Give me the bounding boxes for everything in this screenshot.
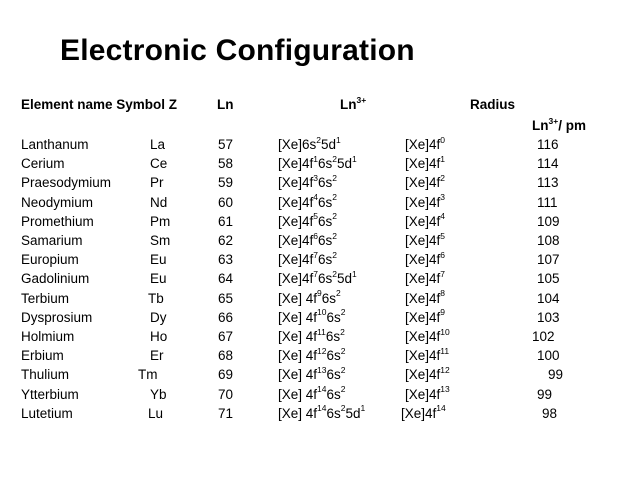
ln3-configuration: $[Xe]4f^{14}$ [401,403,446,421]
ln3-configuration: $[Xe]4f^1$ [405,153,446,172]
ln3-configuration: $[Xe]4f^{11}$ [405,345,450,364]
ln3-configuration: $[Xe]4f^{10}$ [405,326,450,344]
element-symbol: Dy [150,309,167,325]
element-name: Lutetium [21,405,73,421]
element-name: Neodymium [21,194,94,210]
element-symbol: Tm [138,367,158,383]
atomic-number: 64 [218,271,234,287]
ionic-radius: 102 [532,329,555,344]
ln-configuration: [Xe] $4f^{14}6s^2$ [278,384,346,402]
atomic-number: 68 [218,348,234,364]
atomic-number: 57 [218,137,234,152]
ln-configuration: $[Xe]4f^46s^2$ [278,192,338,210]
ln3-configuration: $[Xe]4f^4$ [405,211,446,229]
table-row [0,249,638,268]
element-symbol: Lu [148,405,164,421]
header-ln3plus: $Ln^{3+}$ [340,94,367,112]
table-row [0,403,638,422]
ionic-radius: 109 [537,213,560,229]
table-row [0,326,638,345]
atomic-number: 58 [218,156,234,172]
element-name: Cerium [21,156,65,172]
ionic-radius: 99 [548,367,564,383]
element-symbol: Sm [150,233,171,248]
page-title: Electronic Configuration [60,34,415,67]
table-row [0,364,638,383]
element-name: Dysprosium [21,309,93,325]
ln-configuration: [Xe] $4f^{10}6s^2$ [278,307,346,325]
table-row [0,307,638,326]
atomic-number: 69 [218,367,234,383]
element-name: Lanthanum [21,137,89,152]
ln3-configuration: $[Xe]4f^7$ [405,268,446,287]
ln3-configuration: $[Xe]4f^9$ [405,307,446,325]
ionic-radius: 107 [537,252,560,268]
atomic-number: 66 [218,309,234,325]
ln3-configuration: $[Xe]4f^6$ [405,249,446,268]
element-symbol: Pm [150,213,171,229]
element-name: Promethium [21,213,94,229]
ionic-radius: 104 [537,290,560,306]
ionic-radius: 114 [537,156,559,172]
element-name: Thulium [21,367,70,383]
header-radius-unit: $Ln^{3+}/$ pm [532,115,586,133]
table-row [0,268,638,287]
ionic-radius: 116 [537,137,559,152]
header-radius: Radius [470,97,516,112]
ln-configuration: [Xe] $4f^{14}6s^25d^1$ [278,403,366,421]
atomic-number: 60 [218,194,234,210]
element-name: Erbium [21,348,64,364]
ionic-radius: 105 [537,271,560,287]
element-symbol: Ce [150,156,168,172]
ln3-configuration: $[Xe]4f^{12}$ [405,364,450,383]
ionic-radius: 103 [537,309,560,325]
atomic-number: 70 [218,386,234,402]
atomic-number: 65 [218,290,234,306]
atomic-number: 63 [218,252,234,268]
table-row [0,230,638,249]
ln3-configuration: $[Xe]4f^5$ [405,230,446,248]
element-name: Samarium [21,233,83,248]
element-name: Holmium [21,329,75,344]
ionic-radius: 108 [537,233,560,248]
ln3-configuration: $[Xe]4f^3$ [405,192,446,210]
ln-configuration: $[Xe]6s^25d^1$ [278,134,341,152]
table-row [0,384,638,403]
ln3-configuration: $[Xe]4f^0$ [405,134,446,152]
table-row [0,134,638,153]
element-symbol: Nd [150,194,168,210]
element-name: Praesodymium [21,175,112,191]
header-ln: Ln [217,97,234,112]
table-row [0,211,638,230]
element-symbol: Yb [150,386,167,402]
atomic-number: 71 [218,405,234,421]
ln-configuration: $[Xe]4f^16s^25d^1$ [278,153,357,172]
ln-configuration: [Xe] $4f^96s^2$ [278,288,341,306]
ionic-radius: 98 [542,405,558,421]
element-name: Gadolinium [21,271,90,287]
element-symbol: Ho [150,329,168,344]
ln-configuration: [Xe] $4f^{12}6s^2$ [278,345,346,364]
element-name: Terbium [21,290,70,306]
ionic-radius: 113 [537,175,559,191]
element-symbol: Eu [150,271,167,287]
ln3-configuration: $[Xe]4f^2$ [405,172,446,191]
table-row [0,192,638,211]
ionic-radius: 111 [537,194,558,210]
element-name: Ytterbium [21,386,79,402]
ln3-configuration: $[Xe]4f^8$ [405,288,446,306]
ln-configuration: $[Xe]4f^56s^2$ [278,211,338,229]
ln-configuration: $[Xe]4f^76s^25d^1$ [278,268,357,287]
ln-configuration: [Xe] $4f^{13}6s^2$ [278,364,346,383]
element-name: Europium [21,252,79,268]
atomic-number: 67 [218,329,234,344]
ln-configuration: $[Xe]4f^36s^2$ [278,172,338,191]
atomic-number: 62 [218,233,234,248]
element-symbol: Er [150,348,164,364]
ionic-radius: 100 [537,348,560,364]
element-symbol: Tb [148,290,164,306]
element-symbol: Eu [150,252,167,268]
atomic-number: 59 [218,175,234,191]
table-row [0,153,638,172]
header-element-symbol-z: Element name Symbol Z [21,97,178,112]
ionic-radius: 99 [537,386,553,402]
ln-configuration: [Xe] $4f^{11}6s^2$ [278,326,345,344]
atomic-number: 61 [218,213,234,229]
element-symbol: La [150,137,166,152]
table-row [0,288,638,307]
element-symbol: Pr [150,175,164,191]
table-row [0,345,638,364]
ln-configuration: $[Xe]4f^66s^2$ [278,230,338,248]
ln3-configuration: $[Xe]4f^{13}$ [405,384,450,402]
table-row [0,172,638,191]
ln-configuration: $[Xe]4f^76s^2$ [278,249,338,268]
